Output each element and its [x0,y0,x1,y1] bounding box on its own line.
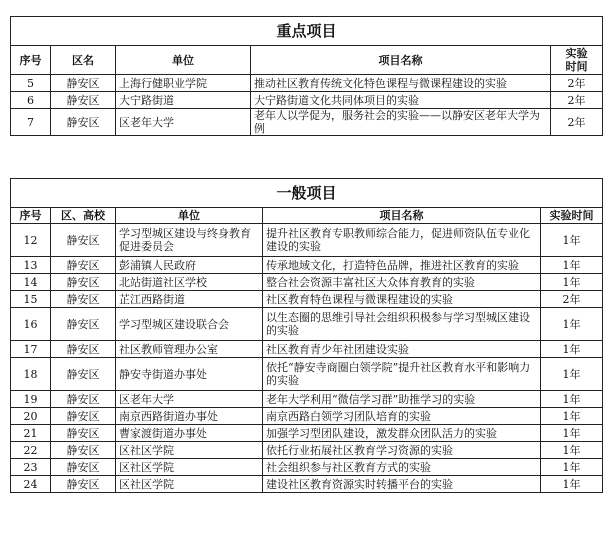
row-period: 1年 [541,476,603,493]
row-project-name: 依托“静安寺商圈白领学院”提升社区教育水平和影响力的实验 [263,358,541,391]
row-period: 2年 [551,75,603,92]
table-row [11,224,603,257]
row-number: 24 [11,476,51,493]
row-number: 13 [11,257,51,274]
row-period: 2年 [551,92,603,109]
row-unit: 静安寺街道办事处 [116,358,263,391]
row-number: 16 [11,308,51,341]
row-unit: 区老年大学 [116,391,263,408]
table-row [11,75,603,92]
row-period: 1年 [541,274,603,291]
row-project-name: 推动社区教育传统文化特色课程与微课程建设的实验 [251,75,551,92]
table-row [11,257,603,274]
row-unit: 南京西路街道办事处 [116,408,263,425]
row-unit: 学习型城区建设联合会 [116,308,263,341]
row-number: 12 [11,224,51,257]
header-name: 项目名称 [251,46,551,75]
header-unit: 单位 [116,208,263,224]
row-district: 静安区 [51,75,116,92]
row-unit: 社区教师管理办公室 [116,341,263,358]
row-period: 2年 [541,291,603,308]
row-project-name: 老年大学利用“微信学习群”助推学习的实验 [263,391,541,408]
row-district: 静安区 [51,341,116,358]
table-row [11,109,603,136]
row-district: 静安区 [51,274,116,291]
row-number: 7 [11,109,51,136]
row-unit: 彭浦镇人民政府 [116,257,263,274]
row-number: 15 [11,291,51,308]
key-projects-title: 重点项目 [11,17,603,46]
row-project-name: 加强学习型团队建设，激发群众团队活力的实验 [263,425,541,442]
table-row [11,391,603,408]
table-row [11,425,603,442]
table-row [11,476,603,493]
header-period: 实验 时间 [551,46,603,75]
table-row [11,442,603,459]
row-unit: 区社区学院 [116,459,263,476]
header-no: 序号 [11,46,51,75]
row-project-name: 南京西路白领学习团队培育的实验 [263,408,541,425]
header-no: 序号 [11,208,51,224]
row-number: 23 [11,459,51,476]
row-district: 静安区 [51,408,116,425]
row-unit: 北站街道社区学校 [116,274,263,291]
row-number: 21 [11,425,51,442]
table-row [11,358,603,391]
row-district: 静安区 [51,109,116,136]
row-period: 1年 [541,442,603,459]
row-unit: 区老年大学 [116,109,251,136]
row-period: 1年 [541,425,603,442]
table-row [11,408,603,425]
general-projects-title: 一般项目 [11,179,603,208]
row-period: 1年 [541,308,603,341]
row-project-name: 社区教育青少年社团建设实验 [263,341,541,358]
row-district: 静安区 [51,358,116,391]
general-projects-table [10,178,603,493]
row-project-name: 社区教育特色课程与微课程建设的实验 [263,291,541,308]
row-number: 5 [11,75,51,92]
row-district: 静安区 [51,442,116,459]
row-number: 6 [11,92,51,109]
row-unit: 大宁路街道 [116,92,251,109]
row-project-name: 依托行业拓展社区教育学习资源的实验 [263,442,541,459]
row-period: 1年 [541,358,603,391]
row-district: 静安区 [51,92,116,109]
table-row [11,274,603,291]
row-unit: 区社区学院 [116,476,263,493]
row-district: 静安区 [51,476,116,493]
row-project-name: 大宁路街道文化共同体项目的实验 [251,92,551,109]
row-period: 1年 [541,341,603,358]
header-district: 区、高校 [51,208,116,224]
row-number: 19 [11,391,51,408]
row-district: 静安区 [51,459,116,476]
row-district: 静安区 [51,257,116,274]
row-project-name: 传承地域文化，打造特色品牌，推进社区教育的实验 [263,257,541,274]
row-period: 2年 [551,109,603,136]
row-district: 静安区 [51,224,116,257]
row-unit: 芷江西路街道 [116,291,263,308]
row-number: 20 [11,408,51,425]
row-project-name: 整合社会资源丰富社区大众体育教育的实验 [263,274,541,291]
row-district: 静安区 [51,308,116,341]
row-district: 静安区 [51,291,116,308]
row-district: 静安区 [51,425,116,442]
header-period: 实验时间 [541,208,603,224]
row-period: 1年 [541,459,603,476]
row-number: 14 [11,274,51,291]
header-name: 项目名称 [263,208,541,224]
row-unit: 上海行健职业学院 [116,75,251,92]
header-district: 区名 [51,46,116,75]
row-number: 17 [11,341,51,358]
row-period: 1年 [541,391,603,408]
table-row [11,92,603,109]
table-row [11,291,603,308]
row-project-name: 建设社区教育资源实时转播平台的实验 [263,476,541,493]
row-number: 18 [11,358,51,391]
row-number: 22 [11,442,51,459]
row-unit: 学习型城区建设与终身教育促进委员会 [116,224,263,257]
row-project-name: 以生态圈的思维引导社会组织积极参与学习型城区建设的实验 [263,308,541,341]
table-row [11,341,603,358]
table-row [11,459,603,476]
header-unit: 单位 [116,46,251,75]
row-project-name: 提升社区教育专职教师综合能力，促进师资队伍专业化建设的实验 [263,224,541,257]
key-projects-table [10,16,603,136]
row-period: 1年 [541,408,603,425]
row-period: 1年 [541,257,603,274]
row-project-name: 老年人以学促为，服务社会的实验——以静安区老年大学为例 [251,109,551,136]
row-unit: 区社区学院 [116,442,263,459]
table-row [11,308,603,341]
row-unit: 曹家渡街道办事处 [116,425,263,442]
row-district: 静安区 [51,391,116,408]
row-project-name: 社会组织参与社区教育方式的实验 [263,459,541,476]
row-period: 1年 [541,224,603,257]
